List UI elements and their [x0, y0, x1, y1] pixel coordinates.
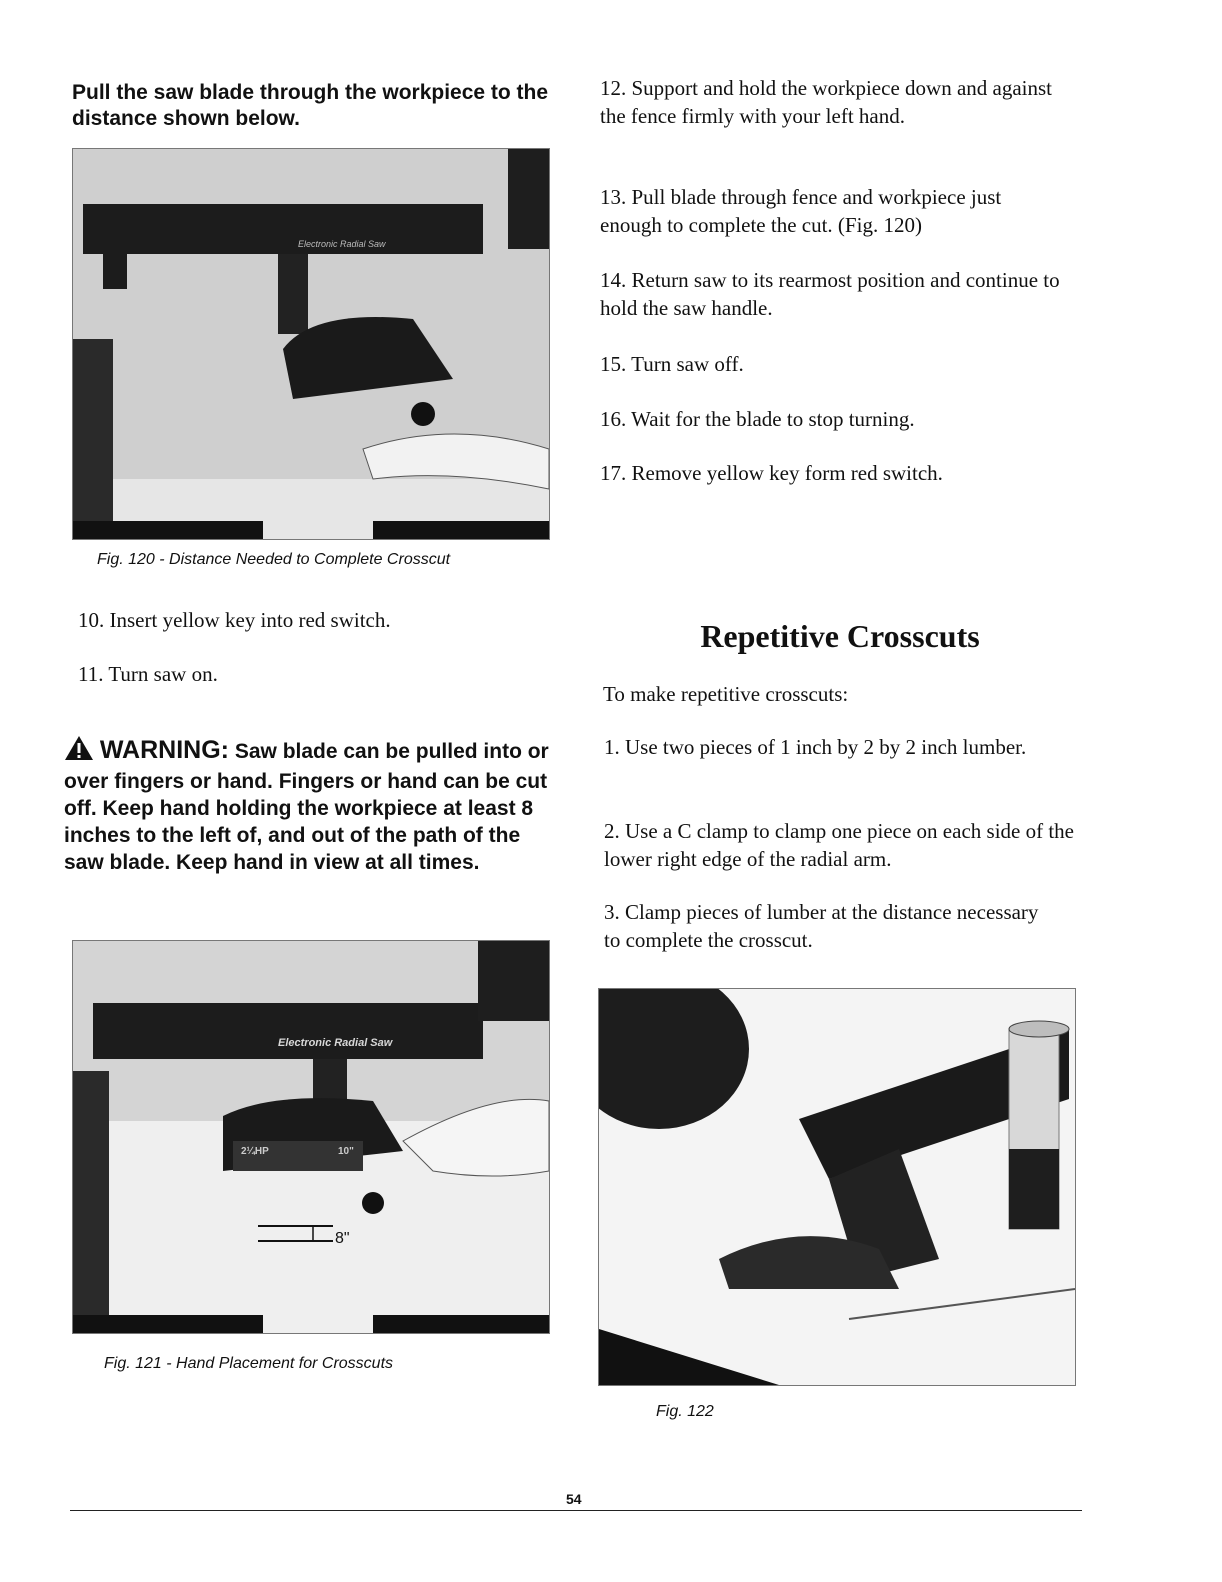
fig-121-saw-label: Electronic Radial Saw — [278, 1037, 393, 1049]
intro-heading: Pull the saw blade through the workpiece to the distance shown below. — [72, 81, 549, 130]
fig-121-caption: Fig. 121 - Hand Placement for Crosscuts — [104, 1355, 394, 1372]
fig-121-photo — [72, 940, 550, 1334]
fig-121-measure-label: 8" — [335, 1230, 350, 1247]
fig-120-caption: Fig. 120 - Distance Needed to Complete Crosscut — [97, 551, 451, 568]
step-15: 15. Turn saw off. — [600, 352, 744, 376]
section-intro: To make repetitive crosscuts: — [603, 682, 849, 706]
fig-120-saw-label: Electronic Radial Saw — [298, 239, 386, 249]
section-step-1: 1. Use two pieces of 1 inch by 2 by 2 inch lumber. — [604, 735, 1027, 759]
fig-122-caption: Fig. 122 — [656, 1403, 714, 1420]
section-title: Repetitive Crosscuts — [700, 618, 980, 654]
fig-122-photo — [598, 988, 1076, 1386]
step-13: 13. Pull blade through fence and workpiece just enough to complete the cut. (Fig. 120) — [600, 185, 1002, 237]
step-10: 10. Insert yellow key into red switch. — [78, 608, 391, 632]
footer-rule — [70, 1510, 1082, 1511]
step-16: 16. Wait for the blade to stop turning. — [600, 407, 915, 431]
section-step-2: 2. Use a C clamp to clamp one piece on each side of the lower right edge of the radial arm. — [604, 819, 1074, 871]
warning-triangle-icon — [64, 735, 94, 768]
warning-block — [64, 735, 564, 876]
step-17: 17. Remove yellow key form red switch. — [600, 461, 943, 485]
fig-121-blade-label: 10" — [338, 1146, 354, 1157]
section-step-3: 3. Clamp pieces of lumber at the distance necessary to complete the crosscut. — [604, 900, 1039, 952]
fig-120-photo — [72, 148, 550, 540]
warning-label: WARNING: — [99, 736, 229, 764]
fig-121-motor-label: 2¼HP — [241, 1146, 269, 1157]
step-11: 11. Turn saw on. — [78, 662, 218, 686]
step-14: 14. Return saw to its rearmost position and continue to hold the saw handle. — [600, 268, 1060, 320]
page-number: 54 — [566, 1491, 582, 1507]
step-12: 12. Support and hold the workpiece down and against the fence firmly with your left hand. — [600, 76, 1052, 128]
warning-text: Saw blade can be pulled into or over fingers or hand. Fingers or hand can be cut off. Keep hand holding the workpiece at least 8 inches to the left of, and out of the path of the saw blade. Keep hand in view at all times. — [64, 740, 549, 874]
